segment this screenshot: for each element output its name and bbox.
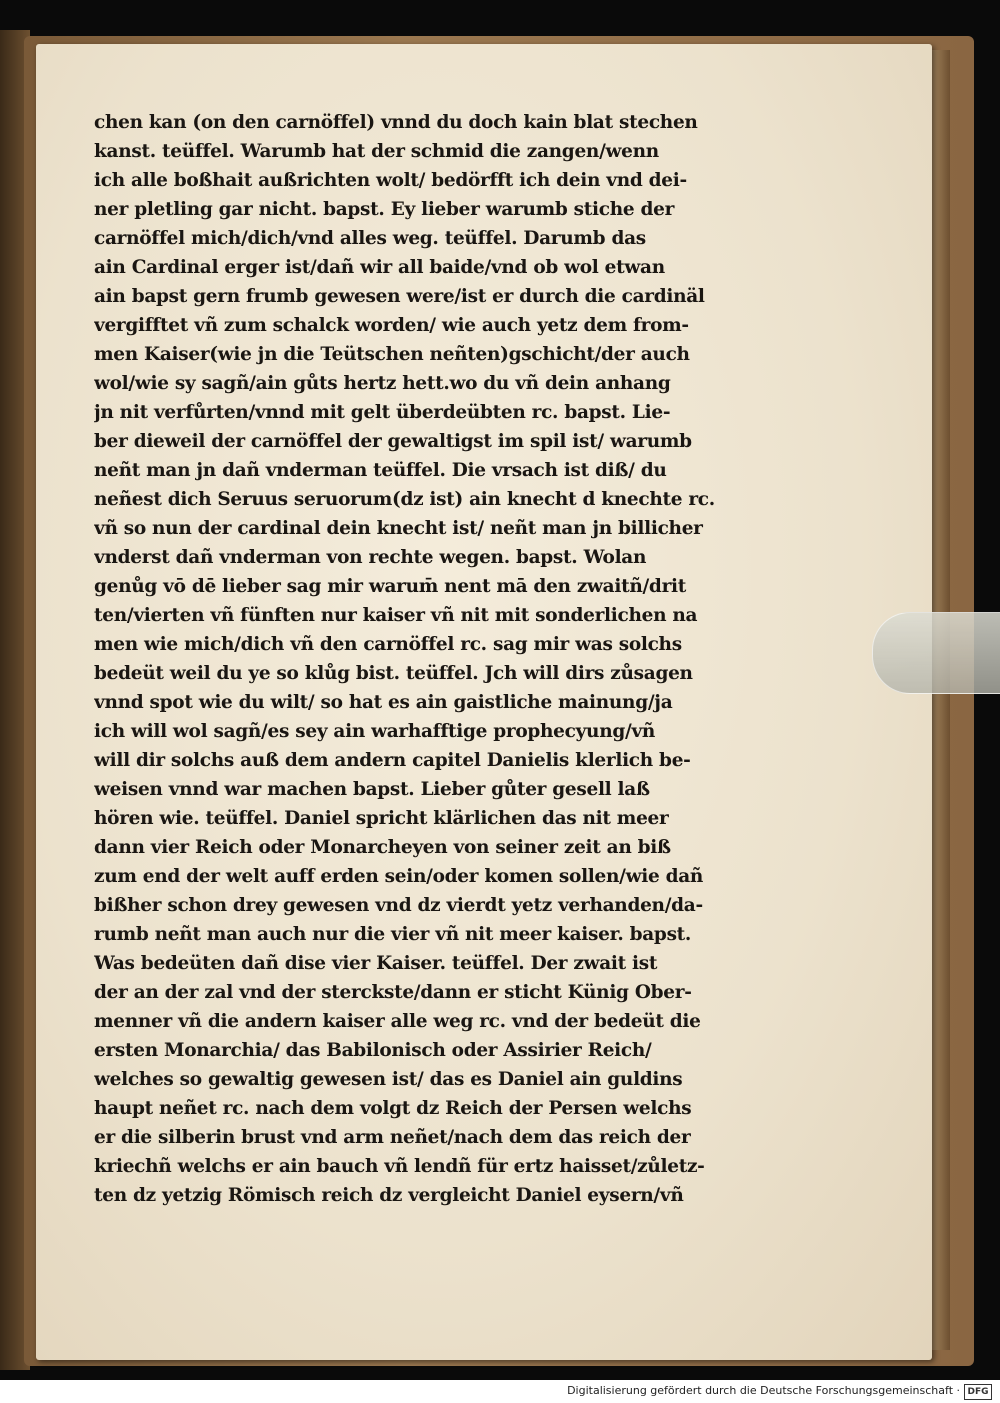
text-line: welches so gewaltig gewesen ist/ das es Daniel ain guldins	[94, 1069, 683, 1090]
text-line: vnnd spot wie du wilt/ so hat es ain gaistliche mainung/ja	[94, 692, 673, 713]
text-line: kanst. teüffel. Warumb hat der schmid die zangen/wenn	[94, 141, 659, 162]
text-line: Was bedeüten dañ dise vier Kaiser. teüffel. Der zwait ist	[94, 953, 658, 974]
text-line: vnderst dañ vnderman von rechte wegen. bapst. Wolan	[94, 547, 647, 568]
text-line: der an der zal vnd der sterckste/dann er sticht Künig Ober-	[94, 982, 692, 1003]
page-edges	[930, 50, 950, 1350]
text-line: genůg vō dē lieber sag mir warum̄ nent mā den zwaitñ/drit	[94, 576, 686, 597]
page-text	[94, 108, 774, 1210]
text-line: men Kaiser(wie jn die Teütschen neñten)gschicht/der auch	[94, 344, 690, 365]
text-line: zum end der welt auff erden sein/oder komen sollen/wie dañ	[94, 866, 704, 887]
text-line: neñest dich Seruus seruorum(dz ist) ain knecht d knechte rc.	[94, 489, 715, 510]
text-line: ich will wol sagñ/es sey ain warhafftige prophecyung/vñ	[94, 721, 656, 742]
text-line: ich alle boßhait außrichten wolt/ bedörfft ich dein vnd dei-	[94, 170, 687, 191]
dfg-logo: DFG	[964, 1384, 992, 1400]
text-line: ersten Monarchia/ das Babilonisch oder Assirier Reich/	[94, 1040, 652, 1061]
text-line: chen kan (on den carnöffel) vnnd du doch kain blat stechen	[94, 112, 698, 133]
text-line: dann vier Reich oder Monarcheyen von seiner zeit an biß	[94, 837, 671, 858]
text-line: men wie mich/dich vñ den carnöffel rc. sag mir was solchs	[94, 634, 682, 655]
text-line: jn nit verfůrten/vnnd mit gelt überdeübten rc. bapst. Lie-	[94, 402, 671, 423]
text-line: ner pletling gar nicht. bapst. Ey lieber warumb stiche der	[94, 199, 675, 220]
text-line: haupt neñet rc. nach dem volgt dz Reich der Persen welchs	[94, 1098, 692, 1119]
text-line: hören wie. teüffel. Daniel spricht klärlichen das nit meer	[94, 808, 669, 829]
text-line: menner vñ die andern kaiser alle weg rc. vnd der bedeüt die	[94, 1011, 701, 1032]
text-line: ain bapst gern frumb gewesen were/ist er durch die cardinäl	[94, 286, 705, 307]
text-line: weisen vnnd war machen bapst. Lieber gůter gesell laß	[94, 779, 650, 800]
footer-bar	[0, 1380, 1000, 1403]
text-line: wol/wie sy sagñ/ain gůts hertz hett.wo du vñ dein anhang	[94, 373, 671, 394]
text-line: carnöffel mich/dich/vnd alles weg. teüffel. Darumb das	[94, 228, 646, 249]
text-line: ber dieweil der carnöffel der gewaltigst im spil ist/ warumb	[94, 431, 692, 452]
text-line: er die silberin brust vnd arm neñet/nach dem das reich der	[94, 1127, 691, 1148]
text-line: bißher schon drey gewesen vnd dz vierdt yetz verhanden/da-	[94, 895, 703, 916]
text-line: will dir solchs auß dem andern capitel Danielis klerlich be-	[94, 750, 691, 771]
text-line: ain Cardinal erger ist/dañ wir all baide/vnd ob wol etwan	[94, 257, 665, 278]
text-line: ten dz yetzig Römisch reich dz vergleicht Daniel eysern/vñ	[94, 1185, 684, 1206]
text-line: vergifftet vñ zum schalck worden/ wie auch yetz dem from-	[94, 315, 689, 336]
text-line: rumb neñt man auch nur die vier vñ nit meer kaiser. bapst.	[94, 924, 692, 945]
page-clip	[872, 612, 1000, 694]
text-line: vñ so nun der cardinal dein knecht ist/ neñt man jn billicher	[94, 518, 703, 539]
text-line: neñt man jn dañ vnderman teüffel. Die vrsach ist diß/ du	[94, 460, 667, 481]
funding-notice: Digitalisierung gefördert durch die Deutsche Forschungsgemeinschaft ·	[567, 1384, 960, 1397]
text-line: kriechñ welchs er ain bauch vñ lendñ für ertz haisset/zůletz-	[94, 1156, 705, 1177]
text-line: bedeüt weil du ye so klůg bist. teüffel. Jch will dirs zůsagen	[94, 663, 693, 684]
text-line: ten/vierten vñ fünften nur kaiser vñ nit mit sonderlichen na	[94, 605, 698, 626]
